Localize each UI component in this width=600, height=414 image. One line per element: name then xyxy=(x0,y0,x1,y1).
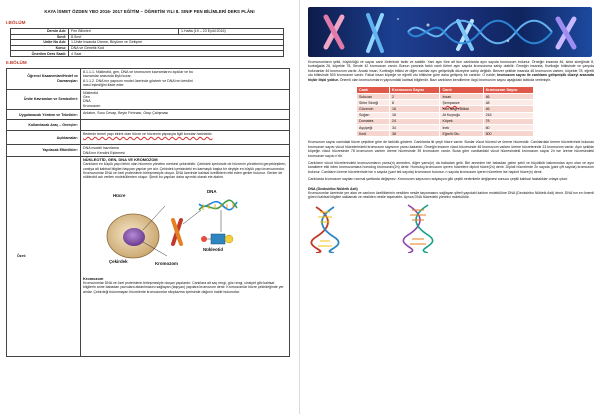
cell-types-paragraph: Kromozom sayısı canlıdaki hücre çeşidine göre de farklılık gösterir. Canlılarda iki çeşit hücre vardır. Bunlar vücut hücresi ve üreme hücresidir. Canlılardaki üreme hücrelerinde bulunan kromozom sayısı vücut hücrelerindeki kromozom sayısının yarısı kadardır. Örneğin insanın vücut hücresinde 46 kromozom varken üreme hücrelerinde 23 kromozom vardır. Aynı şekilde köpeğin vücut hücresinde 78 kromozom varken üreme hücresinde 39 kromozom vardır. Buna göre canlılardaki vücut hücresindeki kromozom sayısı 2n ise üreme hücresindeki kromozom sayısı n'dir. xyxy=(308,140,594,158)
column-header: Canlı xyxy=(440,87,483,94)
summary-cell xyxy=(81,157,290,357)
dna-helix-shape xyxy=(199,200,237,210)
outcome-line: 8.1.1.1. Nükleotid, gen, DNA ve kromozom kavramlarını açıklar ve bu xyxy=(83,69,194,74)
cell: Güvercin xyxy=(357,106,390,112)
activities xyxy=(81,145,290,157)
cell: Köpek xyxy=(440,118,483,124)
notes-text: Bedenin temel yapı birimi olan hücre ve hücrenin yapısıyla ilgili konular hatırlatılır. xyxy=(83,132,213,137)
methods-value: Anlatım, Soru Cevap, Beyin Fırtınası, Grup Çalışması xyxy=(81,110,290,120)
row-key: Uygulanacak Yöntem ve Teknikler: xyxy=(7,110,81,120)
cell: 60 xyxy=(483,124,533,130)
row-value: DNA ve Genetik Kod xyxy=(69,45,284,51)
cell: 16 xyxy=(390,112,440,118)
chromosome-banner-image xyxy=(308,7,592,57)
dna-helix-images xyxy=(308,203,592,253)
outcome-line: nasıl eşlediğini ifade eder. xyxy=(83,83,125,88)
cell: 34 xyxy=(390,124,440,130)
concept-item: Gen xyxy=(83,95,90,99)
lesson-plan-table xyxy=(6,68,290,357)
section-1-label: I.BÖLÜM xyxy=(6,20,26,25)
pointer-line xyxy=(183,210,201,224)
table-row xyxy=(7,68,290,89)
cell: Kedi xyxy=(357,131,390,137)
outcome-line: kavramlar arasında ilişki kurar. xyxy=(83,74,132,79)
nucleus-shape xyxy=(123,228,145,246)
cell: 78 xyxy=(483,118,533,124)
tools-value xyxy=(81,120,290,131)
dna-text: Kromozomlar üzerinde yer alan ve canlının özelliklerinin nesilden nesile taşınmasını sağlayan şifreli yapıdaki kalıtım molekülüne DNA (Deoksiribo Nükleik Asit) denir. DNA'nın en önemli görevi kalıtsal bilgileri saklamak ve nesilden nesile taşımaktır. Ayrıca DNA hücredeki yönetici moleküldür. xyxy=(308,191,594,200)
row-key: Yapılacak Etkinlikler: xyxy=(7,145,81,157)
cell: Domates xyxy=(357,118,390,124)
row-value: Fen Bilimleri xyxy=(69,29,179,35)
outcome-line: 8.1.1.2. DNA'nın yapısını model üzerinde gösterir ve DNA'nın kendini xyxy=(83,78,193,83)
cell: 216 xyxy=(483,112,533,118)
cell: 500 xyxy=(483,131,533,137)
table-header-row xyxy=(357,87,534,94)
bold-statement: kromozom sayısı ile canlıların gelişmişlik düzeyi arasında hiçbir ilişki yoktur. xyxy=(308,73,594,82)
homolog-paragraph: Canlıların vücut hücrelerindeki kromozomların yarısı(n) anneden, diğer yarısı(n) da babadan gelir. Biri anneden biri babadan gelen şekil ve büyüklük bakımından aynı olan ve aynı karaktere etki eden kromozomlara homolog kromozom(2n) denir. Homolog kromozom içeren hücrelere diploit hücre(2n) denir. Diploit hücrelerde 2n sayıda (yani çift sayıda) kromozom bulunur. Canlıların üreme hücrelerinde ise n sayıda (yani tek sayıda) kromozom bulunur. n sayıda kromozom içeren hücrelere ise haploit hücre(n) denir. xyxy=(308,160,594,174)
week-value: 1.Hafta (19 – 23 Eylül 2016) xyxy=(179,29,284,35)
cell: 16 xyxy=(390,106,440,112)
row-key: Ünite Kavramları ve Sembolleri: xyxy=(7,89,81,110)
course-info-table xyxy=(10,28,284,57)
table-row xyxy=(7,131,290,145)
cell: At Kuyruğu xyxy=(440,112,483,118)
dna-label: DNA xyxy=(207,188,217,194)
dna-heading: DNA (Deoksiribo Nükleik Asit) xyxy=(308,186,358,191)
concept-item: Nükleotid xyxy=(83,90,98,95)
row-key: Sınıf: xyxy=(11,34,69,40)
cell: 46 xyxy=(483,94,533,100)
dna-section xyxy=(308,187,594,200)
section-2-label: II.BÖLÜM xyxy=(6,59,27,65)
nucleus-label: Çekirdek xyxy=(109,258,128,264)
column-header: Canlı xyxy=(357,87,390,94)
concept-item: Kromozom xyxy=(83,103,101,108)
row-key: Kullanılacak Araç – Gereçler: xyxy=(7,120,81,131)
chromosome-shape xyxy=(173,220,181,244)
row-key: Özet: xyxy=(7,157,81,357)
cell: 2 xyxy=(390,94,440,100)
table-row xyxy=(357,131,534,137)
row-key: Konu: xyxy=(11,45,69,51)
banner-art xyxy=(308,7,592,57)
row-key: Ünite No Adı: xyxy=(11,40,69,46)
cell: 24 xyxy=(390,118,440,124)
summary-text: Canlıların en küçük yapı birimi olan hücrenin yönetim merkezi çekirdektir. Çekirdek içerisinde de hücrenin yönetimini gerçekleştiren, canlıya ait kalıtsal bilgileri taşıyan yapılar yer alır. Çekirdek içerisindeki en karmaşık başka bir deyişle en büyük yapı kromozomdur. Kromozomlar DNA ve özel proteinlerin birleşmesiyle oluşur. DNA üzerinde kalıtsal özelliklerin etki eden genler bulunur. Genler de nükleotid adı verilen moleküllerden oluşur. Şimdi bu yapıları daha ayrıntılı olarak ele alalım. xyxy=(83,162,287,180)
learning-outcomes xyxy=(81,68,290,89)
row-value: 4 Saat xyxy=(69,51,284,57)
cell: Sirke Sineği xyxy=(357,100,390,106)
cell-structure-diagram xyxy=(103,184,243,274)
row-key: Öğrenci Kazanımları/Hedef ve Davranışlar: xyxy=(7,68,81,89)
cell: Soğan xyxy=(357,112,390,118)
page-2 xyxy=(300,0,600,414)
nucleotide-shape xyxy=(201,234,233,244)
cell: Kurt Bağrı Bitkisi xyxy=(440,106,483,112)
document-title: KAYA İSMET ÖZDEN YBO 2016- 2017 EĞİTİM – ÖĞRETİM YILI 8. SINIF FEN BİLİMLERİ DERS PLÂNI xyxy=(44,9,255,14)
cell: 48 xyxy=(483,100,533,106)
row-key: Dersin Adı: xyxy=(11,29,69,35)
table-row xyxy=(11,51,284,57)
cell-text: Şempanze xyxy=(442,100,460,105)
nucleotide-label: Nükleotid xyxy=(203,246,224,252)
cell: İnek xyxy=(440,124,483,130)
chromosome-label: Kromozom xyxy=(155,260,178,266)
chromosome-heading: Kromozom xyxy=(83,275,104,281)
table-row xyxy=(7,157,290,357)
cell-label: Hücre xyxy=(113,192,126,198)
column-header: Kromozom Sayısı xyxy=(390,87,440,94)
table-row xyxy=(7,110,290,120)
cell: İnsan xyxy=(440,94,483,100)
chromosome-count-table xyxy=(356,86,534,137)
row-key: Açıklamalar: xyxy=(7,131,81,145)
chromosome-count-paragraph xyxy=(308,60,594,82)
table-row xyxy=(7,145,290,157)
activity-item: DNA'nın Kendini Eşlemesi xyxy=(83,150,125,155)
dna-helix-svg xyxy=(308,203,592,253)
paragraph-text: Kromozomların şekli, büyüklüğü ve sayısı canlı türlerinde farklı ve sabittir. Yani aynı türe ait tüm canlılarda aynı sayıda kromozom bulunur. Örneğin insanda 46, sirke sineğinde 8, kurbağada 26, köpekte 78, Sevde 42 kromozom vardır. Bunun yanında farklı canlı türleri aynı sayıda kromozoma sahip olabilir. Örneğin insanda, Kurtbağrı bitkisinde ve çarşıda bulunanlar 46 kromozom vardır. Ancak insan, Kurtbağrı bitkisi ve diğer canlılar aynı gelişmişlik düzeyine sahip değildir. Benzer şekilde insanda 46 kromozom varken, köpekte 78, eğrelti otu bitkisinde 500 kromozom vardır. Fakat insan köpeğe ve eğrelti otu bitkisine göre daha gelişmiş bir canlıdır. O halde; xyxy=(308,60,594,78)
unit-concepts xyxy=(81,89,290,110)
table-row xyxy=(7,89,290,110)
notes-value xyxy=(81,131,290,145)
mutation-paragraph: Canlılarda kromozom sayıları normal şartlarda değişmez. Kromozom sayısının radyasyon gibi çeşitli nedenlerle değişmesi sonucu çeşitli kalıtsal hastalıklar ortaya çıkar. xyxy=(308,177,568,182)
cell: Eğrelti Otu xyxy=(440,131,483,137)
row-key: Önerilen Ders Saati: xyxy=(11,51,69,57)
row-value: 1.Ünite İnsanda Üreme, Büyüme ve Gelişme xyxy=(69,40,284,46)
cell: Ayçiçeği xyxy=(357,124,390,130)
table-row xyxy=(7,120,290,131)
column-header: Kromozom Sayısı xyxy=(483,87,533,94)
concept-item: DNA xyxy=(83,99,91,104)
cell: Solucan xyxy=(357,94,390,100)
paragraph-text: Önemli olan kromozomların yapısındaki kalıtsal bilgilerdir. Bazı canlıların kendilerine özgü kromozom sayısı aşağıdaki tabloda verilmiştir. xyxy=(339,77,551,82)
cell: 38 xyxy=(390,131,440,137)
activity-item: DNA modeli hazırlama xyxy=(83,146,119,151)
chromosome-text: Kromozomlar DNA ve özel proteinlerin birleşmesiyle oluşan yapılardır. Canlılara ait saç rengi, göz rengi, cinsiyet gibi kalıtsal bilgilerin anne babadan yavrulara aktarılmasını sağlayan (taşıyan) yapılara kromozom denir. Kromozomlar hücre çekirdeğinde yer alırlar. Çekirdeği bulunmayan hücrelerde kromozomlar sitoplazma içerisinde dağınık halde bulunurlar. xyxy=(83,281,284,294)
cell: 8 xyxy=(390,100,440,106)
cell: 46 xyxy=(483,106,533,112)
row-value: 8.Sınıf xyxy=(69,34,284,40)
summary-title: NÜKLEOTİD, GEN, DNA VE KROMOZOM xyxy=(83,157,158,163)
